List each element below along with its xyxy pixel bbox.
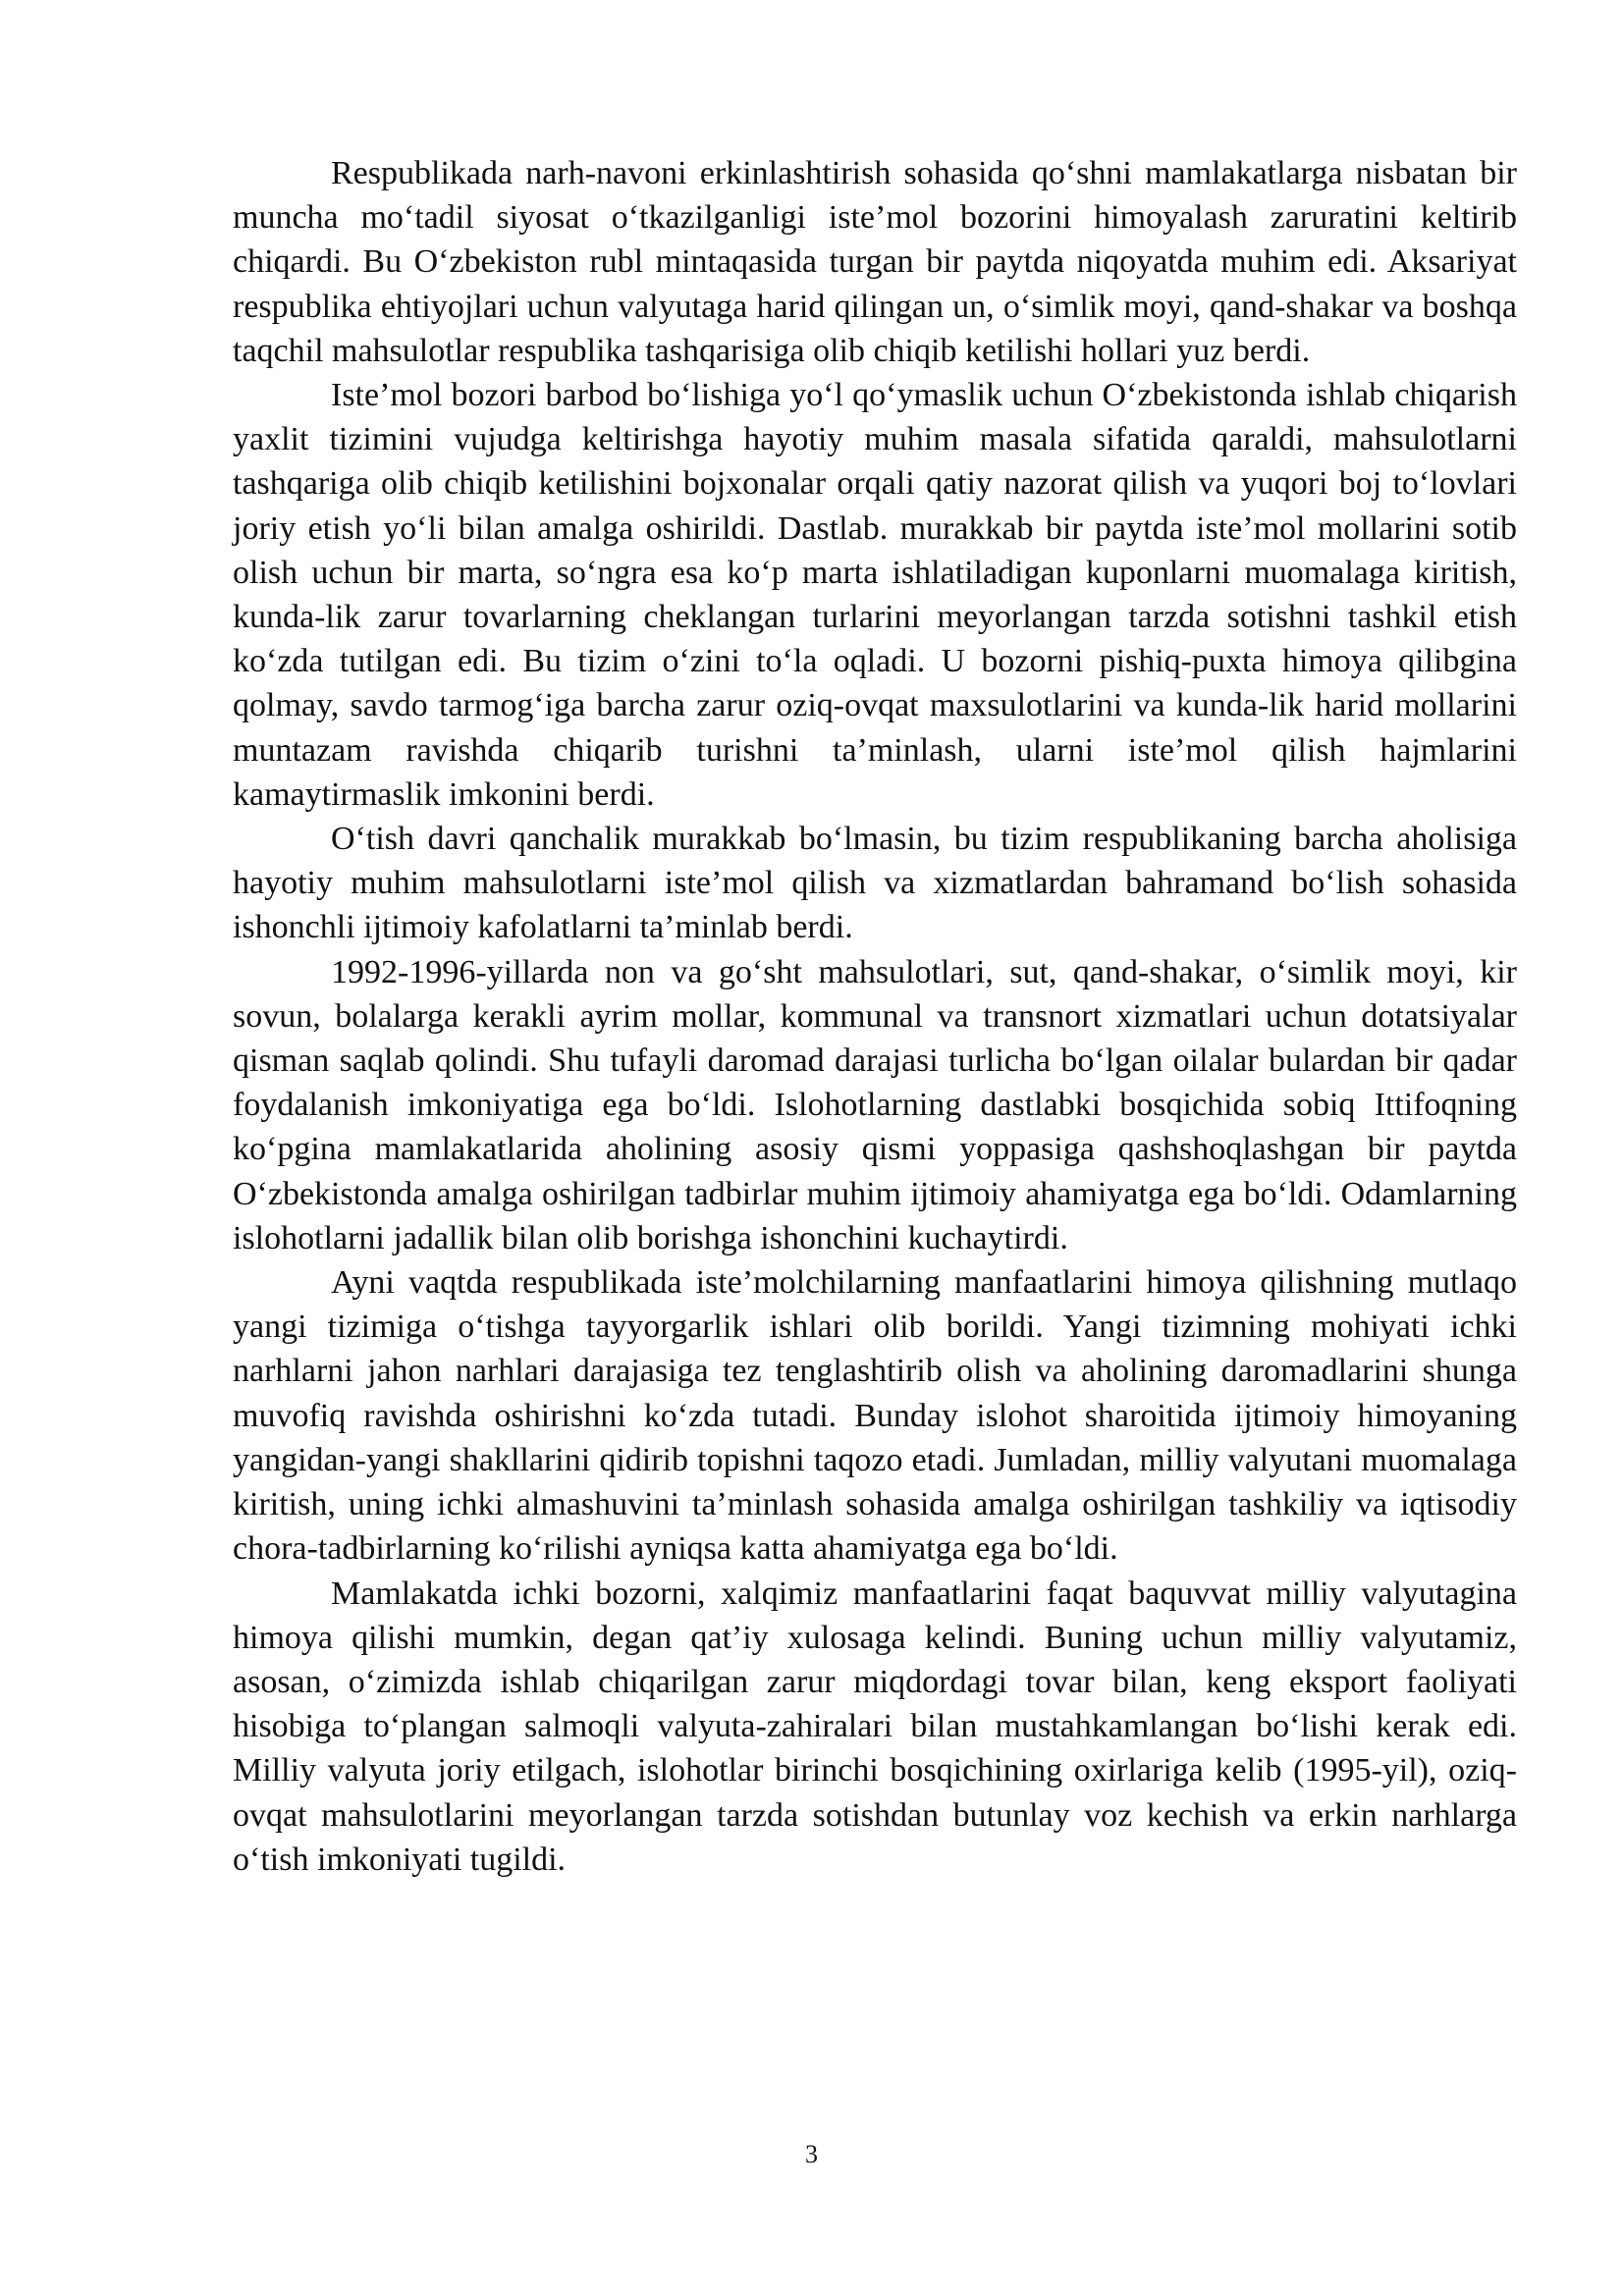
- document-body: [233, 151, 1517, 1882]
- paragraph-3: O‘tish davri qanchalik murakkab bo‘lmasin, bu tizim respublikaning barcha aholisiga hayotiy muhim mahsulotlarni iste’mol qilish va xizmatlardan bahramand bo‘lish sohasida ishonchli ijtimoiy kafolatlarni ta’minlab berdi.: [233, 821, 1517, 946]
- paragraph-4: 1992-1996-yillarda non va go‘sht mahsulotlari, sut, qand-shakar, o‘simlik moyi, kir sovun, bolalarga kerakli ayrim mollar, kommunal va transnort xizmatlari uchun dotatsiyalar qisman saqlab qolindi. Shu tufayli daromad darajasi turlicha bo‘lgan oilalar bulardan bir qadar foydalanish imkoniyatiga ega bo‘ldi. Islohotlarning dastlabki bosqichida sobiq Ittifoqning ko‘pgina mamlakatlarida aholining asosiy qismi yoppasiga qashshoqlashgan bir paytda O‘zbekistonda amalga oshirilgan tadbirlar muhim ijtimoiy ahamiyatga ega bo‘ldi. Odamlarning islohotlarni jadallik bilan olib borishga ishonchini kuchaytirdi.: [233, 953, 1517, 1256]
- paragraph-6: Mamlakatda ichki bozorni, xalqimiz manfaatlarini faqat baquvvat milliy valyutagina himoya qilishi mumkin, degan qat’iy xulosaga kelindi. Buning uchun milliy valyutamiz, asosan, o‘zimizda ishlab chiqarilgan zarur miqdordagi tovar bilan, keng eksport faoliyati hisobiga to‘plangan salmoqli valyuta-zahiralari bilan mustahkamlangan bo‘lishi kerak edi. Milliy valyuta joriy etilgach, islohotlar birinchi bosqichining oxirlariga kelib (1995-yil), oziq-ovqat mahsulotlarini meyorlangan tarzda sotishdan butunlay voz kechish va erkin narhlarga o‘tish imkoniyati tugildi.: [233, 1575, 1517, 1878]
- paragraph-2: Iste’mol bozori barbod bo‘lishiga yo‘l qo‘ymaslik uchun O‘zbekistonda ishlab chiqarish yaxlit tizimini vujudga keltirishga hayotiy muhim masala sifatida qaraldi, mahsulotlarni tashqariga olib chiqib ketilishini bojxonalar orqali qatiy nazorat qilish va yuqori boj to‘lovlari joriy etish yo‘li bilan amalga oshirildi. Dastlab. murakkab bir paytda iste’mol mollarini sotib olish uchun bir marta, so‘ngra esa ko‘p marta ishlatiladigan kuponlarni muomalaga kiritish, kunda-lik zarur tovarlarning cheklangan turlarini meyorlangan tarzda sotishni tashkil etish ko‘zda tutilgan edi. Bu tizim o‘zini to‘la oqladi. U bozorni pishiq-puxta himoya qilibgina qolmay, savdo tarmog‘iga barcha zarur oziq-ovqat maxsulotlarini va kunda-lik harid mollarini muntazam ravishda chiqarib turishni ta’minlash, ularni iste’mol qilish hajmlarini kamaytirmaslik imkonini berdi.: [233, 377, 1517, 813]
- page-number: 3: [805, 2140, 818, 2168]
- paragraph-5: Ayni vaqtda respublikada iste’molchilarning manfaatlarini himoya qilishning mutlaqo yangi tizimiga o‘tishga tayyorgarlik ishlari olib borildi. Yangi tizimning mohiyati ichki narhlarni jahon narhlari darajasiga tez tenglashtirib olish va aholining daromadlarini shunga muvofiq ravishda oshirishni ko‘zda tutadi. Bunday islohot sharoitida ijtimoiy himoyaning yangidan-yangi shakllarini qidirib topishni taqozo etadi. Jumladan, milliy valyutani muomalaga kiritish, uning ichki almashuvini ta’minlash sohasida amalga oshirilgan tashkiliy va iqtisodiy chora-tadbirlarning ko‘rilishi ayniqsa katta ahamiyatga ega bo‘ldi.: [233, 1264, 1517, 1568]
- paragraph-1: Respublikada narh-navoni erkinlashtirish sohasida qo‘shni mamlakatlarga nisbatan bir muncha mo‘tadil siyosat o‘tkazilganligi iste’mol bozorini himoyalash zaruratini keltirib chiqardi. Bu O‘zbekiston rubl mintaqasida turgan bir paytda niqoyatda muhim edi. Aksariyat respublika ehtiyojlari uchun valyutaga harid qilingan un, o‘simlik moyi, qand-shakar va boshqa taqchil mahsulotlar respublika tashqarisiga olib chiqib ketilishi hollari yuz berdi.: [233, 155, 1517, 369]
